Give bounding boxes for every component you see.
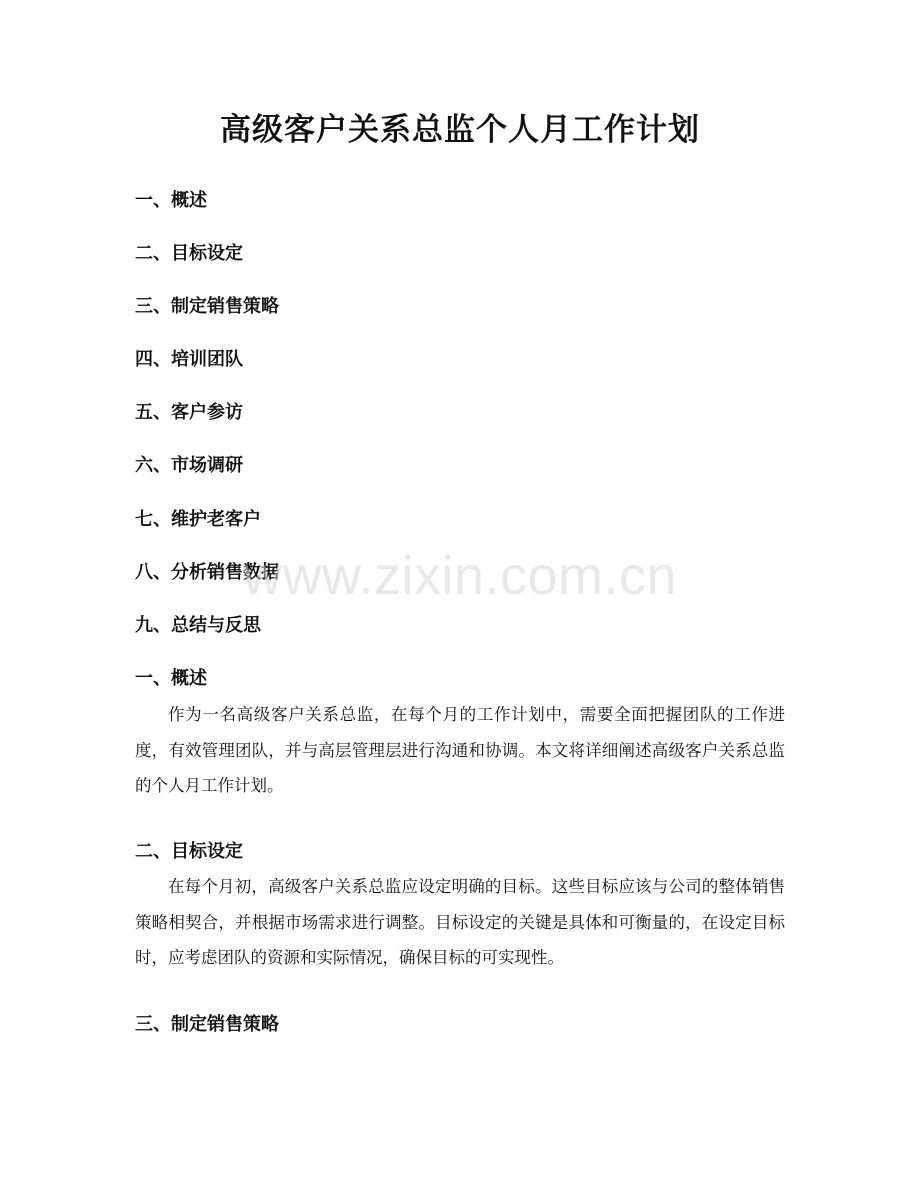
section-heading-overview: 一、概述 — [135, 668, 207, 689]
document-title: 高级客户关系总监个人月工作计划 — [220, 112, 700, 148]
toc-item: 九、总结与反思 — [135, 614, 261, 636]
watermark: www.zixin.com.cn — [242, 546, 678, 606]
section-body-goals: 在每个月初，高级客户关系总监应设定明确的目标。这些目标应该与公司的整体销售策略相契合，并根据市场需求进行调整。目标设定的关键是具体和可衡量的，在设定目标时，应考虑团队的资源和实际情况，确保目标的可实现性。 — [135, 877, 785, 967]
section-body-overview: 作为一名高级客户关系总监，在每个月的工作计划中，需要全面把握团队的工作进度，有效管理团队，并与高层管理层进行沟通和协调。本文将详细阐述高级客户关系总监的个人月工作计划。 — [135, 705, 785, 795]
toc-item: 二、目标设定 — [135, 243, 243, 265]
section-heading-goals: 二、目标设定 — [135, 841, 243, 862]
toc-item: 六、市场调研 — [135, 455, 243, 477]
toc-item: 八、分析销售数据 — [135, 561, 279, 583]
section-heading-sales-strategy: 三、制定销售策略 — [135, 1014, 279, 1035]
toc-item: 四、培训团队 — [135, 349, 243, 371]
toc-item: 五、客户参访 — [135, 402, 243, 424]
table-of-contents — [135, 186, 795, 664]
toc-item: 一、概述 — [135, 190, 207, 211]
toc-item: 七、维护老客户 — [135, 508, 261, 530]
toc-item: 三、制定销售策略 — [135, 296, 279, 318]
